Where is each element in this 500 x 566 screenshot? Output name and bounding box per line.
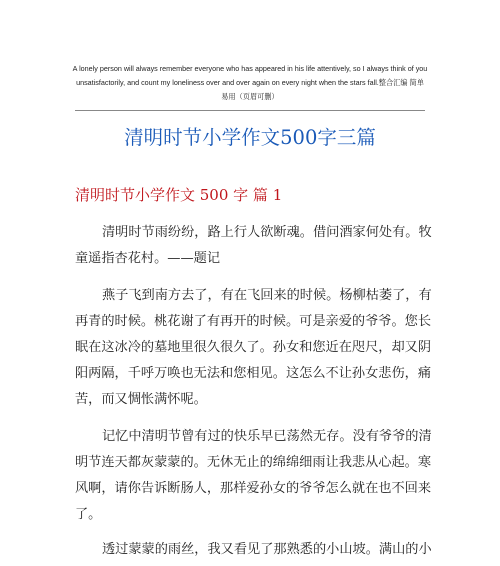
paragraph-line: 燕子飞到南方去了，有在飞回来的时候。杨柳枯萎了，有 bbox=[102, 288, 432, 303]
paragraph bbox=[75, 424, 432, 528]
paragraph-line: 再青的时候。桃花谢了有再开的时候。可是亲爱的爷爷。您长 bbox=[75, 314, 432, 329]
header-line: A lonely person will always remember everyone who has appeared in his life attentively, so I always think of you bbox=[72, 64, 428, 73]
paragraph-line: 透过蒙蒙的雨丝，我又看见了那熟悉的小山坡。满山的小 bbox=[102, 542, 432, 557]
paragraph-line: 苦，而又惆怅满怀呢。 bbox=[75, 392, 207, 407]
paragraph bbox=[75, 220, 432, 272]
paragraph-line: 童遥指杏花村。——题记 bbox=[75, 251, 221, 266]
header-line: 易用（页眉可删） bbox=[221, 92, 279, 101]
paragraph bbox=[75, 537, 432, 563]
paragraph-line: 明节连天都灰蒙蒙的。无休无止的绵绵细雨让我悲从心起。寒 bbox=[75, 455, 432, 470]
section-heading: 清明时节小学作文 500 字 篇 1 bbox=[75, 186, 283, 204]
header-divider bbox=[75, 110, 425, 111]
paragraph-line: 清明时节雨纷纷，路上行人欲断魂。借问酒家何处有。牧 bbox=[102, 225, 432, 240]
header-line: unsatisfactorily, and count my loneliness over and over again on every night when the stars fall.整合汇编 简单 bbox=[76, 78, 424, 87]
paragraph-line: 记忆中清明节曾有过的快乐早已荡然无存。没有爷爷的清 bbox=[102, 429, 432, 444]
paragraph-line: 了。 bbox=[75, 507, 102, 522]
paragraph-line: 风啊，请你告诉断肠人，那样爱孙女的爷爷怎么就在也不回来 bbox=[75, 481, 432, 496]
paragraph-line: 阳两隔，千呼万唤也无法和您相见。这怎么不让孙女悲伤，痛 bbox=[75, 366, 432, 381]
paragraph-line: 眠在这冰冷的墓地里很久很久了。孙女和您近在咫尺，却又阴 bbox=[75, 340, 432, 355]
paragraph bbox=[75, 283, 432, 413]
document-title: 清明时节小学作文500字三篇 bbox=[124, 126, 376, 149]
page-header-note bbox=[68, 62, 432, 104]
